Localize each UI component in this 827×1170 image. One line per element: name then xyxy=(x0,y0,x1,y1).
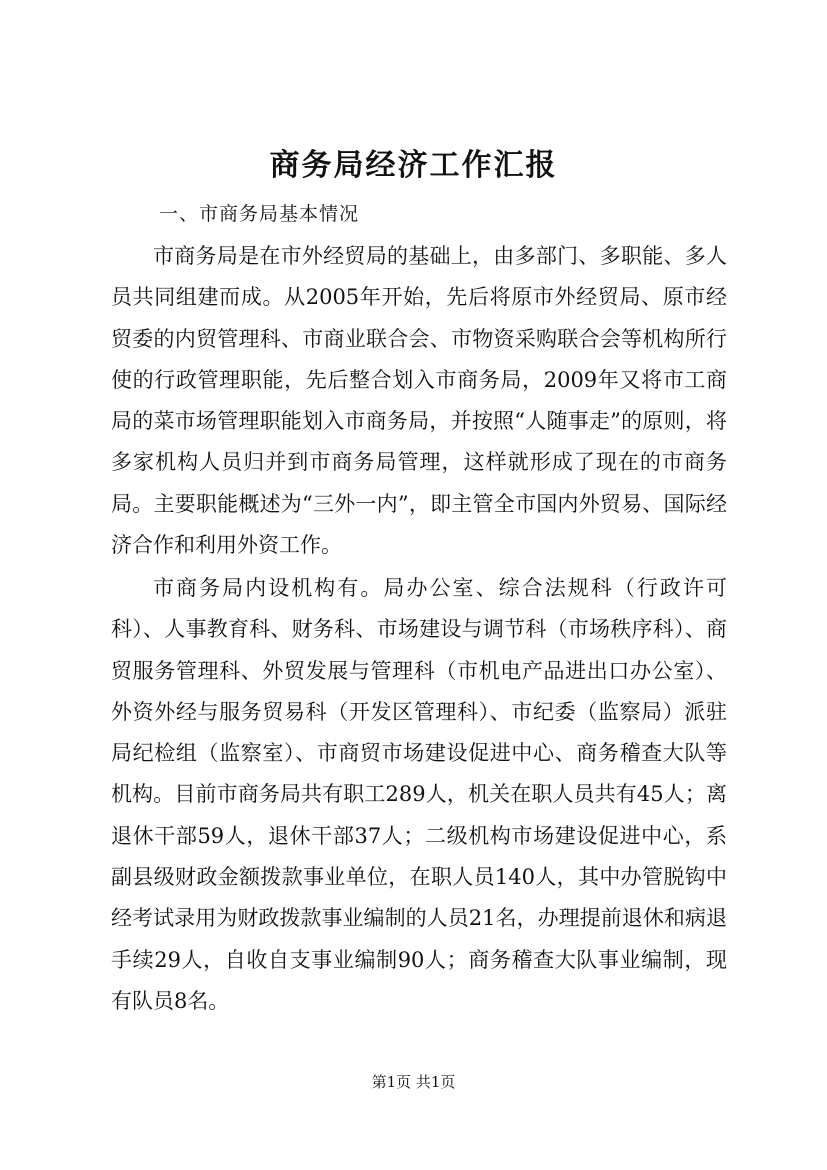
paragraph-overview: 市商务局是在市外经贸局的基础上，由多部门、多职能、多人员共同组建而成。从2005年开始，先后将原市外经贸局、原市经贸委的内贸管理科、市商业联合会、市物资采购联合会等机构所行使的行政管理职能，先后整合划入市商务局，2009年又将市工商局的菜市场管理职能划入市商务局，并按照“人随事走”的原则，将多家机构人员归并到市商务局管理，这样就形成了现在的市商务局。主要职能概述为“三外一内”，即主管全市国内外贸易、国际经济合作和利用外资工作。 xyxy=(111,244,727,558)
page-number: 第1页 共1页 xyxy=(371,1073,456,1091)
section-heading: 一、市商务局基本情况 xyxy=(159,203,360,225)
paragraph-organization: 市商务局内设机构有。局办公室、综合法规科（行政许可科）、人事教育科、财务科、市场建设与调节科（市场秩序科）、商贸服务管理科、外贸发展与管理科（市机电产品进出口办公室）、外资外经与服务贸易科（开发区管理科）、市纪委（监察局）派驻局纪检组（监察室）、市商贸市场建设促进中心、商务稽查大队等机构。目前市商务局共有职工289人，机关在职人员共有45人；离退休干部59人，退休干部37人；二级机构市场建设促进中心，系副县级财政金额拨款事业单位，在职人员140人，其中办管脱钩中经考试录用为财政拨款事业编制的人员21名，办理提前退休和病退手续29人，自收自支事业编制90人；商务稽查大队事业编制，现有队员8名。 xyxy=(111,576,727,1013)
document-title: 商务局经济工作汇报 xyxy=(269,148,558,183)
